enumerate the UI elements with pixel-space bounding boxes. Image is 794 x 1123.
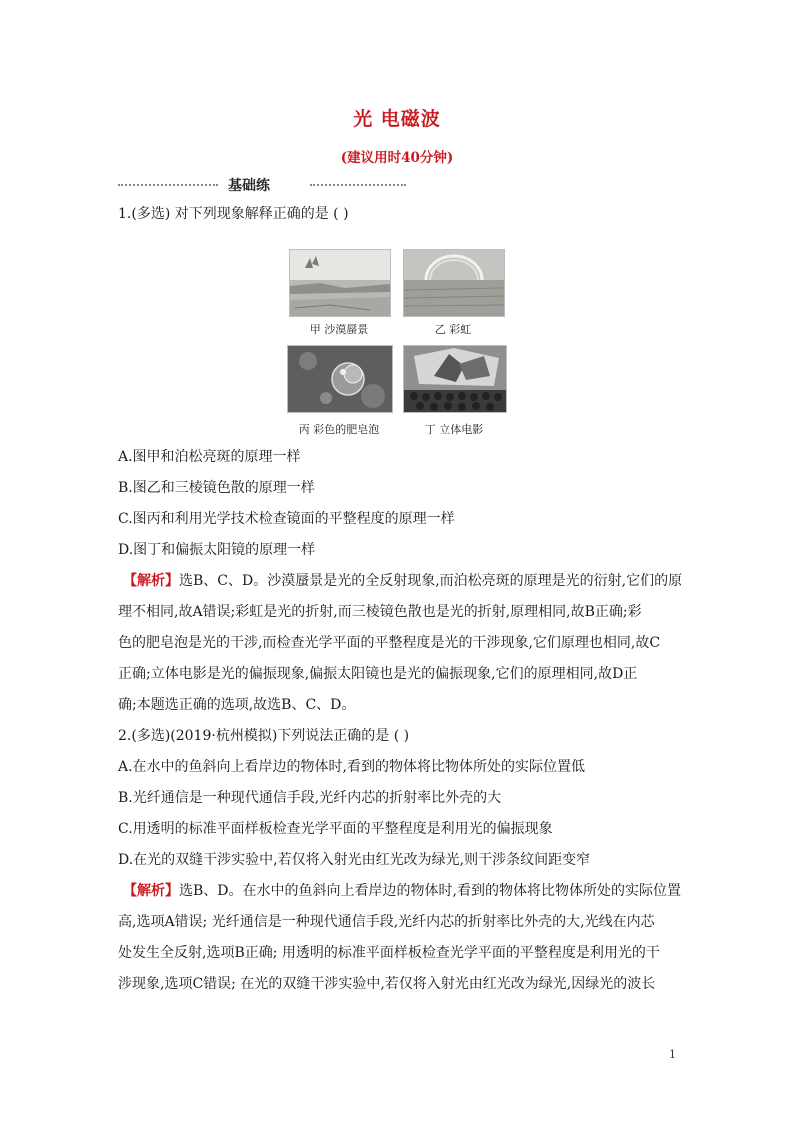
question-2-stem: 2.(多选)(2019·杭州模拟)下列说法正确的是 ( ) — [118, 728, 410, 744]
question-2-option-c: C.用透明的标准平面样板检查光学平面的平整程度是利用光的偏振现象 — [118, 821, 553, 837]
question-2-option-b: B.光纤通信是一种现代通信手段,光纤内芯的折射率比外壳的大 — [118, 790, 502, 806]
image-caption-bing: 丙 彩色的肥皂泡 — [298, 423, 380, 436]
question-1-analysis-line: 【解析】选B、C、D。沙漠蜃景是光的全反射现象,而泊松亮斑的原理是光的衍射,它们的原 — [123, 573, 683, 589]
image-caption-jia: 甲 沙漠蜃景 — [309, 323, 369, 336]
3d-movie-image — [403, 345, 507, 413]
question-1-option-c: C.图丙和利用光学技术检查镜面的平整程度的原理一样 — [118, 511, 455, 527]
question-2-option-a: A.在水中的鱼斜向上看岸边的物体时,看到的物体将比物体所处的实际位置低 — [118, 759, 586, 775]
question-1-option-a: A.图甲和泊松亮斑的原理一样 — [118, 449, 301, 465]
page-number: 1 — [669, 1048, 676, 1061]
question-2-analysis-line: 高,选项A错误; 光纤通信是一种现代通信手段,光纤内芯的折射率比外壳的大,光线在内芯 — [118, 914, 655, 930]
analysis-tag: 【解析】 — [123, 883, 179, 899]
analysis-tag: 【解析】 — [123, 573, 179, 589]
section-divider-left — [118, 184, 218, 186]
time-suggestion: (建议用时40分钟) — [340, 150, 454, 166]
rainbow-image — [403, 249, 505, 317]
section-header — [118, 175, 403, 195]
section-divider-right — [310, 184, 406, 186]
question-1-analysis-line: 理不相同,故A错误;彩虹是光的折射,而三棱镜色散也是光的折射,原理相同,故B正确;彩 — [118, 604, 642, 620]
page-title: 光 电磁波 — [353, 108, 441, 130]
section-label: 基础练 — [228, 178, 270, 194]
question-2-analysis-line: 涉现象,选项C错误; 在光的双缝干涉实验中,若仅将入射光由红光改为绿光,因绿光的波长 — [118, 976, 656, 992]
question-2-option-d: D.在光的双缝干涉实验中,若仅将入射光由红光改为绿光,则干涉条纹间距变窄 — [118, 852, 591, 868]
question-1-analysis-line: 正确;立体电影是光的偏振现象,偏振太阳镜也是光的偏振现象,它们的原理相同,故D正 — [118, 666, 638, 682]
question-2-analysis-line: 【解析】选B、D。在水中的鱼斜向上看岸边的物体时,看到的物体将比物体所处的实际位置 — [123, 883, 681, 899]
question-1-option-d: D.图丁和偏振太阳镜的原理一样 — [118, 542, 316, 558]
question-1-analysis-line: 确;本题选正确的选项,故选B、C、D。 — [118, 697, 356, 713]
desert-mirage-image — [289, 249, 391, 317]
soap-bubble-image — [287, 345, 393, 413]
image-caption-yi: 乙 彩虹 — [434, 323, 472, 336]
image-caption-ding: 丁 立体电影 — [424, 423, 484, 436]
question-1-stem: 1.(多选) 对下列现象解释正确的是 ( ) — [118, 206, 349, 222]
question-1-analysis-line: 色的肥皂泡是光的干涉,而检查光学平面的平整程度是光的干涉现象,它们原理也相同,故C — [118, 635, 661, 651]
question-1-option-b: B.图乙和三棱镜色散的原理一样 — [118, 480, 315, 496]
question-2-analysis-line: 处发生全反射,选项B正确; 用透明的标准平面样板检查光学平面的平整程度是利用光的干 — [118, 945, 660, 961]
